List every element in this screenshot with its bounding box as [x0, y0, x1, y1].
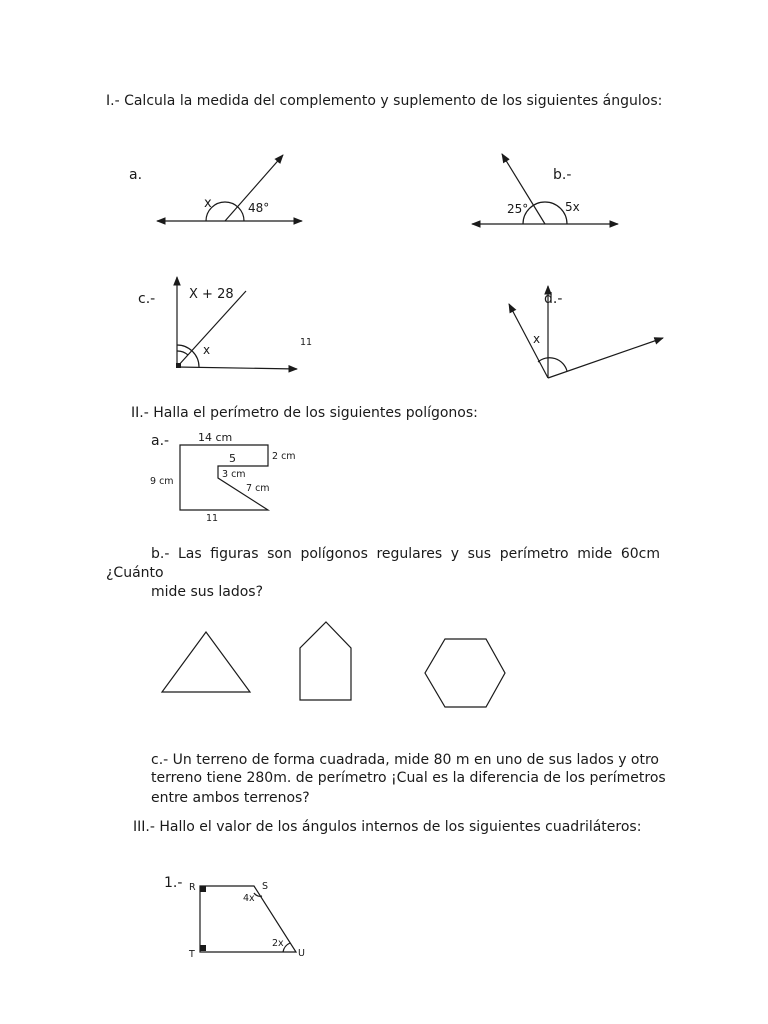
question-c-line1: c.- Un terreno de forma cuadrada, mide 80 m en uno de sus lados y otro — [151, 752, 659, 768]
question-b-line3: mide sus lados? — [151, 584, 264, 600]
pentagon-shape — [300, 622, 351, 700]
angle-b-known: 25° — [507, 202, 529, 216]
question-c-line3: entre ambos terrenos? — [151, 790, 310, 806]
dim-right: 2 cm — [272, 451, 296, 462]
triangle-shape — [162, 632, 250, 692]
hexagon-shape — [425, 639, 505, 707]
figure-d-label: d.- — [544, 291, 563, 307]
section2-heading: II.- Halla el perímetro de los siguientes polígonos: — [131, 405, 478, 421]
angle-u-label: 2x — [272, 938, 284, 949]
figure-a-label: a. — [129, 167, 143, 183]
angle-figure-a — [157, 155, 302, 221]
polygon-a-label: a.- — [151, 433, 170, 449]
vertex-t: T — [189, 949, 195, 960]
dim-inner-short: 3 cm — [222, 469, 246, 480]
angle-a-unknown: x — [204, 196, 212, 211]
section3-heading: III.- Hallo el valor de los ángulos internos de los siguientes cuadriláteros: — [133, 819, 642, 835]
dim-left: 9 cm — [150, 476, 174, 487]
quadrilateral-1-label: 1.- — [164, 875, 183, 891]
dim-diagonal: 7 cm — [246, 483, 270, 494]
dim-inner-top: 5 — [229, 452, 236, 465]
section1-heading: I.- Calcula la medida del complemento y suplemento de los siguientes ángulos: — [106, 93, 663, 109]
regular-polygons — [162, 622, 505, 707]
dim-bottom: 11 — [206, 513, 219, 524]
figure-b-label: b.- — [553, 167, 572, 183]
question-b-line1: b.- Las figuras son polígonos regulares y sus perímetro mide 60cm — [151, 546, 660, 562]
vertex-r: R — [189, 882, 196, 893]
angle-c-expr: X + 28 — [189, 287, 234, 302]
vertex-u: U — [298, 948, 305, 959]
angle-s-label: 4x — [243, 893, 255, 904]
question-b-line2: ¿Cuánto — [106, 565, 164, 581]
dim-top: 14 cm — [198, 431, 233, 444]
vertex-s: S — [262, 881, 269, 892]
right-angle-marker — [176, 363, 181, 368]
angle-c-unknown: x — [203, 343, 211, 357]
question-c-line2: terreno tiene 280m. de perímetro ¡Cual es la diferencia de los perímetros — [151, 770, 666, 786]
angle-c-stray-label: 11 — [300, 337, 313, 348]
right-angle-marker-t — [200, 945, 206, 951]
figure-c-label: c.- — [138, 291, 156, 307]
angle-b-unknown: 5x — [565, 200, 580, 214]
angle-figure-b — [472, 154, 618, 224]
angle-d-unknown: x — [533, 332, 541, 346]
right-angle-marker-r — [200, 886, 206, 892]
angle-a-known: 48° — [248, 201, 270, 215]
